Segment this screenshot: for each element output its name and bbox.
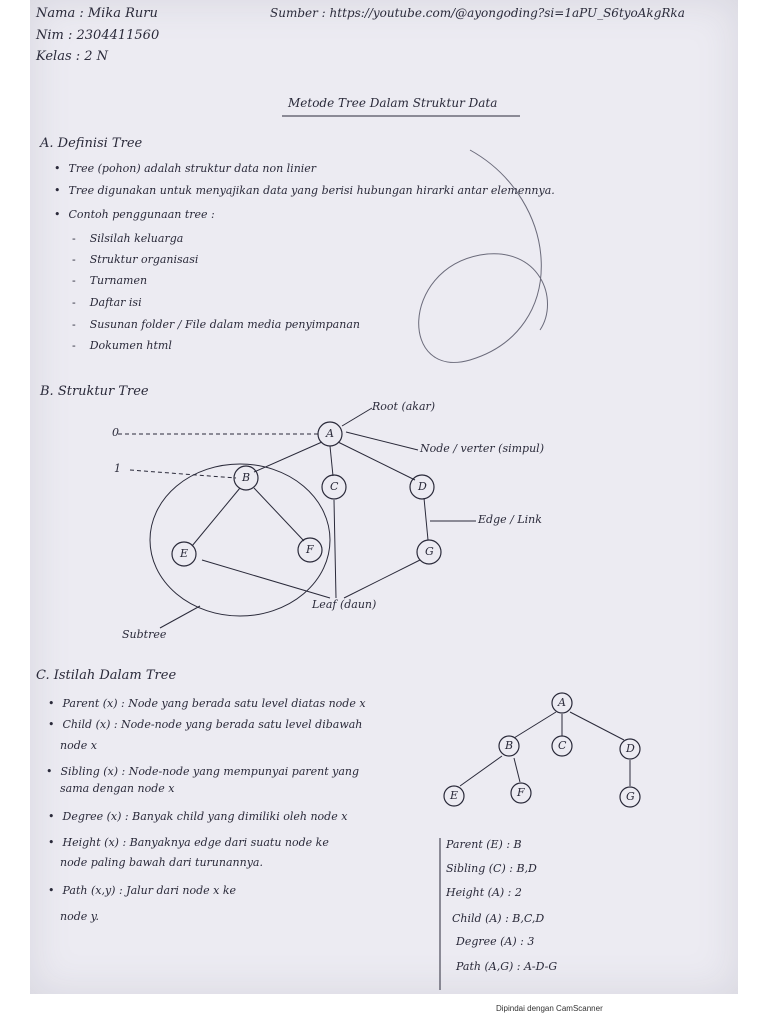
- level-0-label: 0: [112, 426, 119, 439]
- example-path: Path (A,G) : A-D-G: [456, 960, 558, 973]
- section-a-bullet-3: • Contoh penggunaan tree :: [54, 208, 215, 221]
- section-a-example-3: - Turnamen: [72, 274, 147, 287]
- term-child: • Child (x) : Node-node yang berada satu level dibawah: [48, 718, 362, 731]
- term-sibling: • Sibling (x) : Node-node yang mempunyai parent yang: [46, 765, 359, 778]
- section-a-example-5: - Susunan folder / File dalam media penyimpanan: [72, 318, 360, 331]
- tree-c-nodes: [444, 693, 640, 807]
- section-b-heading: B. Struktur Tree: [40, 384, 149, 399]
- tree-c-node-b-label: B: [505, 739, 514, 752]
- subtree-label: Subtree: [122, 628, 167, 641]
- scribble-loop: [419, 150, 548, 362]
- node-label: Node / verter (simpul): [420, 442, 544, 455]
- tree-b-node-e-label: E: [180, 547, 189, 560]
- header-nama: Nama : Mika Ruru: [36, 6, 158, 21]
- example-sibling: Sibling (C) : B,D: [446, 862, 537, 875]
- tree-c-node-f-label: F: [517, 786, 525, 799]
- header-sumber: Sumber : https://youtube.com/@ayongoding?si=1aPU_S6tyoAkgRka: [270, 6, 685, 20]
- section-a-bullet-2: • Tree digunakan untuk menyajikan data yang berisi hubungan hirarki antar elemennya.: [54, 184, 555, 197]
- tree-c-node-c-label: C: [558, 739, 567, 752]
- tree-c-node-e-label: E: [450, 789, 459, 802]
- leaf-label: Leaf (daun): [312, 598, 377, 611]
- tree-b-node-a-label: A: [326, 427, 334, 440]
- header-kelas: Kelas : 2 N: [36, 49, 109, 64]
- section-a-example-4: - Daftar isi: [72, 296, 142, 309]
- tree-b-node-d-label: D: [418, 480, 427, 493]
- edge-label: Edge / Link: [478, 513, 542, 526]
- tree-c-node-g-label: G: [626, 790, 635, 803]
- term-path: • Path (x,y) : Jalur dari node x ke: [48, 884, 236, 897]
- root-label: Root (akar): [372, 400, 436, 413]
- section-a-example-1: - Silsilah keluarga: [72, 232, 183, 245]
- tree-b-node-b-label: B: [242, 471, 251, 484]
- tree-c-node-d-label: D: [626, 742, 635, 755]
- section-c-heading: C. Istilah Dalam Tree: [36, 668, 177, 683]
- example-parent: Parent (E) : B: [446, 838, 522, 851]
- tree-c-node-a-label: A: [558, 696, 566, 709]
- scanner-footer: Dipindai dengan CamScanner: [496, 1004, 603, 1013]
- term-path-cont: node y.: [60, 910, 100, 923]
- section-a-example-6: - Dokumen html: [72, 339, 172, 352]
- term-height-cont: node paling bawah dari turunannya.: [60, 856, 263, 869]
- header-nim: Nim : 2304411560: [36, 28, 160, 43]
- term-parent: • Parent (x) : Node yang berada satu level diatas node x: [48, 697, 366, 710]
- tree-b-node-f-label: F: [306, 543, 314, 556]
- level-1-line: [130, 470, 236, 478]
- page-title: Metode Tree Dalam Struktur Data: [288, 96, 498, 110]
- term-height: • Height (x) : Banyaknya edge dari suatu node ke: [48, 836, 329, 849]
- level-1-label: 1: [114, 462, 121, 475]
- tree-b-node-c-label: C: [330, 480, 339, 493]
- section-a-example-2: - Struktur organisasi: [72, 253, 198, 266]
- term-child-cont: node x: [60, 739, 97, 752]
- example-degree: Degree (A) : 3: [456, 935, 535, 948]
- term-sibling-cont: sama dengan node x: [60, 782, 175, 795]
- section-a-heading: A. Definisi Tree: [40, 136, 143, 151]
- example-child: Child (A) : B,C,D: [452, 912, 545, 925]
- term-degree: • Degree (x) : Banyak child yang dimiliki oleh node x: [48, 810, 347, 823]
- section-a-bullet-1: • Tree (pohon) adalah struktur data non linier: [54, 162, 316, 175]
- tree-b-node-g-label: G: [425, 545, 434, 558]
- example-height: Height (A) : 2: [446, 886, 522, 899]
